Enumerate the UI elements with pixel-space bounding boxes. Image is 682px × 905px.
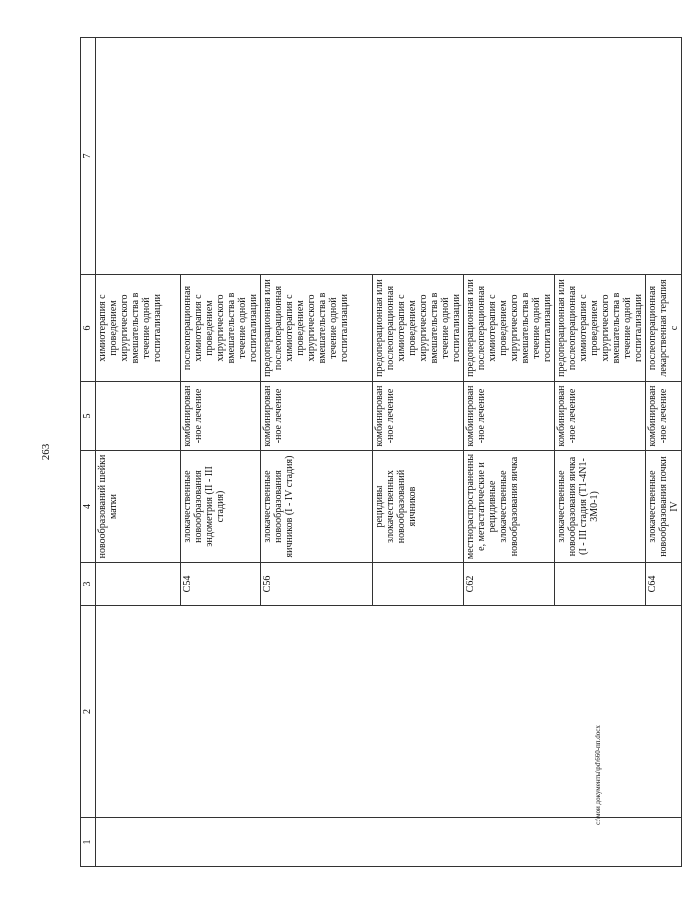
cell-col6: послеоперационная химиотерапия с проведением хирургического вмешательства в течение одной госпитализации (181, 275, 261, 382)
cell-col7 (96, 38, 682, 275)
cell-col3 (555, 563, 646, 606)
cell-col3: C64 (646, 563, 682, 606)
col-header-4: 4 (81, 451, 96, 563)
cell-col4: новообразований шейки матки (96, 451, 181, 563)
cell-col5: комбинирован-ное лечение (181, 382, 261, 451)
cell-col4: рецидивы злокачественных новообразований яичников (373, 451, 464, 563)
table-row (96, 38, 181, 867)
cell-col4: злокачественные новообразования почки IV (646, 451, 682, 563)
cell-col3: C56 (261, 563, 373, 606)
cell-col3: C54 (181, 563, 261, 606)
cell-col5: комбинирован-ное лечение (555, 382, 646, 451)
cell-col5 (96, 382, 181, 451)
col-header-3: 3 (81, 563, 96, 606)
cell-col4: местнораспространенные, метастатические и рецидивные злокачественные новообразования яичка (464, 451, 555, 563)
cell-col6: предоперационная или послеоперационная химиотерапия с проведением хирургического вмешательства в течение одной госпитализации (373, 275, 464, 382)
cell-col6: послеоперационная лекарственная терапия с (646, 275, 682, 382)
cell-col5: комбинирован-ное лечение (464, 382, 555, 451)
col-header-7: 7 (81, 38, 96, 275)
col-header-2: 2 (81, 606, 96, 818)
page-number: 263 (40, 443, 52, 461)
column-number-row (81, 38, 96, 867)
col-header-5: 5 (81, 382, 96, 451)
cell-col5: комбинирован-ное лечение (261, 382, 373, 451)
col-header-6: 6 (81, 275, 96, 382)
cell-col6: химиотерапия с проведением хирургического вмешательства в течение одной госпитализации (96, 275, 181, 382)
cell-col6: предоперационная или послеоперационная химиотерапия с проведением хирургического вмешательства в течение одной госпитализации (464, 275, 555, 382)
cell-col5: комбинирован-ное лечение (646, 382, 682, 451)
treatment-table (80, 37, 682, 867)
cell-col3 (96, 563, 181, 606)
cell-col6: предоперационная или послеоперационная химиотерапия с проведением хирургического вмешательства в течение одной госпитализации (555, 275, 646, 382)
cell-col5: комбинирован-ное лечение (373, 382, 464, 451)
cell-col4: злокачественные новообразования яичников (I - IV стадия) (261, 451, 373, 563)
cell-col4: злокачественные новообразования яичка (I - III стадия (T1-4N1-3M0-1) (555, 451, 646, 563)
col-header-1: 1 (81, 818, 96, 867)
cell-col3 (373, 563, 464, 606)
cell-col3: C62 (464, 563, 555, 606)
file-path-footer: c:\мои документы\pd\660-пп.docx (594, 725, 602, 825)
cell-col6: предоперационная или послеоперационная химиотерапия с проведением хирургического вмешательства в течение одной госпитализации (261, 275, 373, 382)
cell-col4: злокачественные новообразования эндометрия (II - III стадия) (181, 451, 261, 563)
